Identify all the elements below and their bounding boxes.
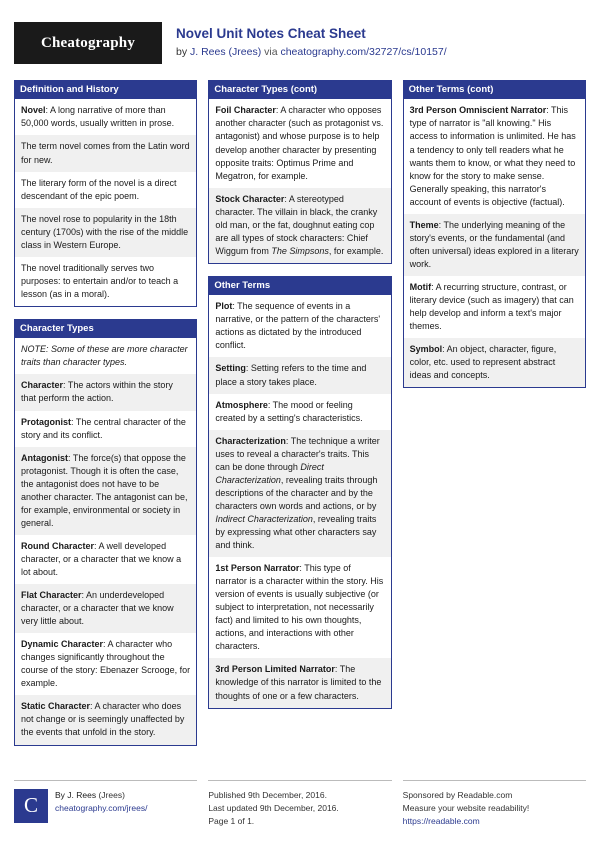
table-row: Symbol: An object, character, figure, color, etc. used to represent abstract ideas and concepts.	[404, 338, 585, 387]
block-title: Other Terms	[208, 276, 391, 295]
table-row: Dynamic Character: A character who changes significantly throughout the course of the story: Ebenazer Scrooge, for example.	[15, 633, 196, 695]
source-url-link[interactable]: cheatography.com/32727/cs/10157/	[280, 45, 447, 58]
page-footer	[14, 772, 586, 829]
table-row: Character: The actors within the story that perform the action.	[15, 374, 196, 410]
block-rows	[208, 99, 391, 264]
table-row: Plot: The sequence of events in a narrative, or the pattern of the characters' actions as dictated by the introduced conflict.	[209, 295, 390, 357]
footer-publish-column	[208, 780, 391, 829]
via-text: via	[261, 45, 281, 58]
block-other-terms	[208, 276, 391, 709]
table-row: Theme: The underlying meaning of the story's events, or the fundamental (and often universal) ideas explored in a literary work.	[404, 214, 585, 276]
page-title: Novel Unit Notes Cheat Sheet	[176, 26, 366, 41]
footer-sponsor-text	[403, 789, 586, 829]
table-row: 3rd Person Limited Narrator: The knowledge of this narrator is limited to the thoughts of one or a few characters.	[209, 658, 390, 707]
table-row: Flat Character: An underdeveloped character, or a character that we know very little about.	[15, 584, 196, 633]
published-date: Published 9th December, 2016.	[208, 789, 327, 800]
table-row: Static Character: A character who does not change or is seemingly unaffected by the events that unfold in the story.	[15, 695, 196, 744]
footer-publish-text	[208, 789, 391, 829]
sponsor-url[interactable]: https://readable.com	[402, 815, 480, 826]
table-row: Foil Character: A character who opposes another character (such as protagonist vs. antagonist) and whose purpose is to help develop another character by presenting opposite traits: Optimus Prime and Megatron, for example.	[209, 99, 390, 187]
table-row: NOTE: Some of these are more character traits than character types.	[15, 338, 196, 374]
cheatography-mark-icon: C	[14, 789, 48, 823]
block-title: Other Terms (cont)	[403, 80, 586, 99]
table-row: The term novel comes from the Latin word for new.	[15, 135, 196, 171]
footer-author-handle: (Jrees)	[96, 789, 125, 800]
table-row: Atmosphere: The mood or feeling created by a setting's characteristics.	[209, 394, 390, 430]
table-row: Antagonist: The force(s) that oppose the protagonist. Though it is often the case, the antagonist does not have to be another character. The antagonist can be, for example, environmental or society in general.	[15, 447, 196, 535]
block-definition-and-history	[14, 80, 197, 307]
byline	[176, 46, 447, 58]
footer-author-name: By J. Rees	[55, 789, 97, 800]
block-rows	[208, 295, 391, 708]
table-row: The literary form of the novel is a direct descendant of the epic poem.	[15, 172, 196, 208]
column-1	[14, 80, 197, 758]
block-character-types	[14, 319, 197, 746]
cheatography-logo[interactable]: Cheatography	[14, 22, 162, 64]
updated-date: Last updated 9th December, 2016.	[208, 802, 339, 813]
author-link[interactable]: J. Rees (Jrees)	[190, 45, 262, 58]
table-row: Motif: A recurring structure, contrast, or literary device (such as imagery) that can help develop and inform a text's major themes.	[404, 276, 585, 338]
sponsor-line: Sponsored by Readable.com	[402, 789, 513, 800]
sponsor-tagline: Measure your website readability!	[402, 802, 530, 813]
footer-author-url[interactable]: cheatography.com/jrees/	[55, 802, 148, 813]
block-rows	[14, 338, 197, 745]
page-header	[14, 22, 586, 64]
footer-sponsor-column	[403, 780, 586, 829]
page-number: Page 1 of 1.	[208, 815, 255, 826]
column-2	[208, 80, 391, 721]
title-block	[176, 22, 447, 58]
footer-author-column	[14, 780, 197, 829]
table-row: Setting: Setting refers to the time and place a story takes place.	[209, 357, 390, 393]
table-row: Stock Character: A stereotyped character. The villain in black, the cranky old man, or the fat, doughnut eating cop are all types of stock characters: Chief Wiggum from The Simpsons, for example.	[209, 188, 390, 263]
table-row: Protagonist: The central character of the story and its conflict.	[15, 411, 196, 447]
block-title: Character Types	[14, 319, 197, 338]
table-row: The novel rose to popularity in the 18th century (1700s) with the rise of the middle class in Western Europe.	[15, 208, 196, 257]
block-other-terms-cont	[403, 80, 586, 388]
table-row: Novel: A long narrative of more than 50,000 words, usually written in prose.	[15, 99, 196, 135]
table-row: 3rd Person Omniscient Narrator: This type of narrator is "all knowing." His access to information is unlimited. He has a tendency to only tell readers what he wants them to know, or what they need to know for the story to make sense. Generally speaking, this narrator's account of events is objective (factual).	[404, 99, 585, 213]
table-row: 1st Person Narrator: This type of narrator is a character within the story. His version of events is usually subjective (or subject to interpretation, not necessarily fact) and limited to his own thoughts, actions, and interactions with other characters.	[209, 557, 390, 658]
column-3	[403, 80, 586, 400]
footer-author-text	[55, 789, 147, 823]
block-character-types-cont	[208, 80, 391, 264]
table-row: Characterization: The technique a writer uses to reveal a character's traits. This can be done through Direct Characterization, revealing traits through descriptions of the character and by the characters own words and actions, or by Indirect Characterization, revealing traits by expressing what other characters say and think.	[209, 430, 390, 557]
columns-container	[14, 80, 586, 758]
block-title: Definition and History	[14, 80, 197, 99]
table-row: Round Character: A well developed character, or a character that we know a lot about.	[15, 535, 196, 584]
block-rows	[403, 99, 586, 388]
block-rows	[14, 99, 197, 307]
table-row: The novel traditionally serves two purposes: to entertain and/or to teach a lesson (as in a moral).	[15, 257, 196, 306]
by-prefix: by	[176, 45, 191, 58]
block-title: Character Types (cont)	[208, 80, 391, 99]
